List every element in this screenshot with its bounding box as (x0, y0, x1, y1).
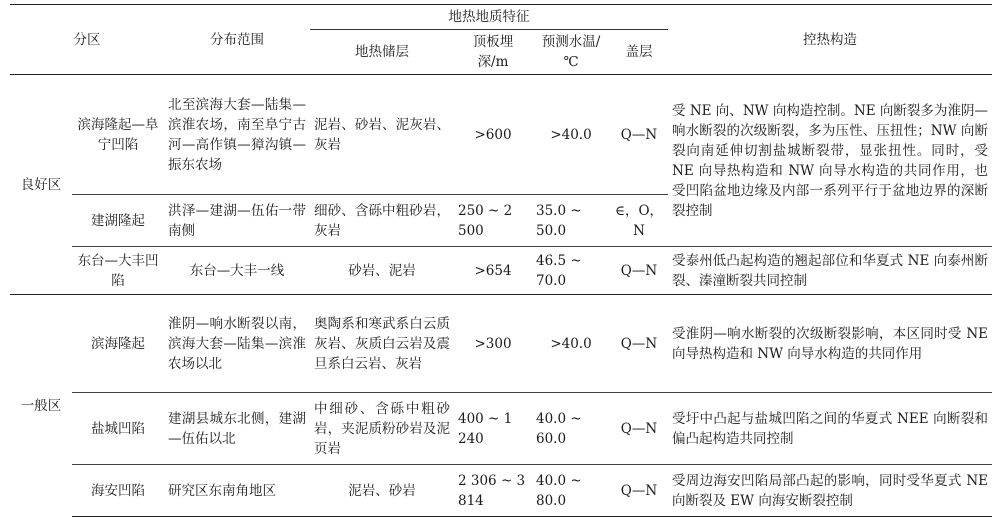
depth-cell: 250 ~ 2 500 (454, 195, 532, 247)
table-row (10, 75, 992, 195)
table-row (10, 465, 992, 517)
cap-layer-cell: Q—N (610, 393, 668, 465)
cap-layer-cell: Q—N (620, 126, 658, 143)
cap-layer-cell: ∈，O，N (610, 195, 668, 247)
temperature-cell: 40.0 ~ 80.0 (532, 465, 610, 517)
subzone-cell: 建湖隆起 (72, 195, 164, 247)
range-cell: 建湖县城东北侧，建湖—伍佑以北 (164, 393, 310, 465)
subzone-cell: 海安凹陷 (72, 465, 164, 517)
structure-cell: 受圩中凸起与盐城凹陷之间的华夏式 NEE 向断裂和偏凸起构造共同控制 (668, 393, 992, 465)
structure-cell: 受 NE 向、NW 向构造控制。NE 向断裂多为淮阴—响水断裂的次级断裂，多为压性、压扭性；NW 向断裂向南延伸切割盐城断裂带，显张扭性。同时，受 NE 向导热构造和 NW 向导水构造的共同作用，也受凹陷盆地边缘及内部一系列平行于盆地边界的深断裂控制 (672, 102, 988, 219)
reservoir-cell: 中细砂、含砾中粗砂岩，夹泥质粉砂岩及泥页岩 (310, 393, 454, 465)
cap-layer-cell: Q—N (610, 247, 668, 295)
subzone-cell: 东台—大丰凹陷 (72, 247, 164, 295)
temperature-cell: 40.0 ~ 60.0 (532, 393, 610, 465)
header-cap-layer: 盖层 (610, 30, 668, 75)
cap-layer-cell: Q—N (610, 295, 668, 393)
range-cell: 研究区东南角地区 (164, 465, 310, 517)
reservoir-cell: 泥岩、砂岩、泥灰岩、灰岩 (314, 116, 450, 153)
depth-cell: 2 306 ~ 3 814 (454, 465, 532, 517)
zone-cell: 良好区 (20, 176, 62, 193)
zone-cell: 一般区 (10, 295, 72, 517)
geothermal-zoning-table (10, 4, 992, 517)
structure-cell: 受淮阴—响水断裂的次级断裂影响，本区同时受 NE 向导热构造和 NW 向导水构造的共同作用 (668, 295, 992, 393)
header-range: 分布范围 (164, 5, 310, 75)
depth-cell: >300 (454, 295, 532, 393)
header-zone: 分区 (10, 5, 164, 75)
subzone-cell: 滨海隆起 (72, 295, 164, 393)
depth-cell: >600 (474, 126, 512, 143)
depth-cell: >654 (454, 247, 532, 295)
temperature-cell: >40.0 (550, 126, 592, 143)
structure-cell: 受周边海安凹陷局部凸起的影响，同时受华夏式 NE 向断裂及 EW 向海安断裂控制 (668, 465, 992, 517)
table-row (10, 393, 992, 465)
table-row (10, 247, 992, 295)
header-geothermal-features: 地热地质特征 (310, 5, 668, 30)
table-row (10, 295, 992, 393)
subzone-cell: 盐城凹陷 (72, 393, 164, 465)
reservoir-cell: 泥岩、砂岩 (310, 465, 454, 517)
subzone-cell: 滨海隆起—阜宁凹陷 (77, 116, 159, 153)
reservoir-cell: 奥陶系和寒武系白云质灰岩、灰质白云岩及震旦系白云岩、灰岩 (310, 295, 454, 393)
structure-cell: 受泰州低凸起构造的翘起部位和华夏式 NE 向泰州断裂、溱潼断裂共同控制 (668, 247, 992, 295)
reservoir-cell: 细砂、含砾中粗砂岩，灰岩 (310, 195, 454, 247)
header-reservoir: 地热储层 (310, 30, 454, 75)
header-temperature: 预测水温/℃ (532, 30, 610, 75)
header-depth: 顶板埋深/m (454, 30, 532, 75)
temperature-cell: >40.0 (532, 295, 610, 393)
range-cell: 洪泽—建湖—伍佑一带南侧 (164, 195, 310, 247)
reservoir-cell: 砂岩、泥岩 (310, 247, 454, 295)
temperature-cell: 46.5 ~ 70.0 (532, 247, 610, 295)
temperature-cell: 35.0 ~ 50.0 (532, 195, 610, 247)
depth-cell: 400 ~ 1 240 (454, 393, 532, 465)
range-cell: 北至滨海大套—陆集—滨淮农场，南至阜宁古河—高作镇—獐沟镇—振东农场 (168, 96, 306, 173)
range-cell: 淮阴—响水断裂以南，滨海大套—陆集—滨淮农场以北 (164, 295, 310, 393)
range-cell: 东台—大丰一线 (164, 247, 310, 295)
header-structure: 控热构造 (668, 5, 992, 75)
cap-layer-cell: Q—N (610, 465, 668, 517)
